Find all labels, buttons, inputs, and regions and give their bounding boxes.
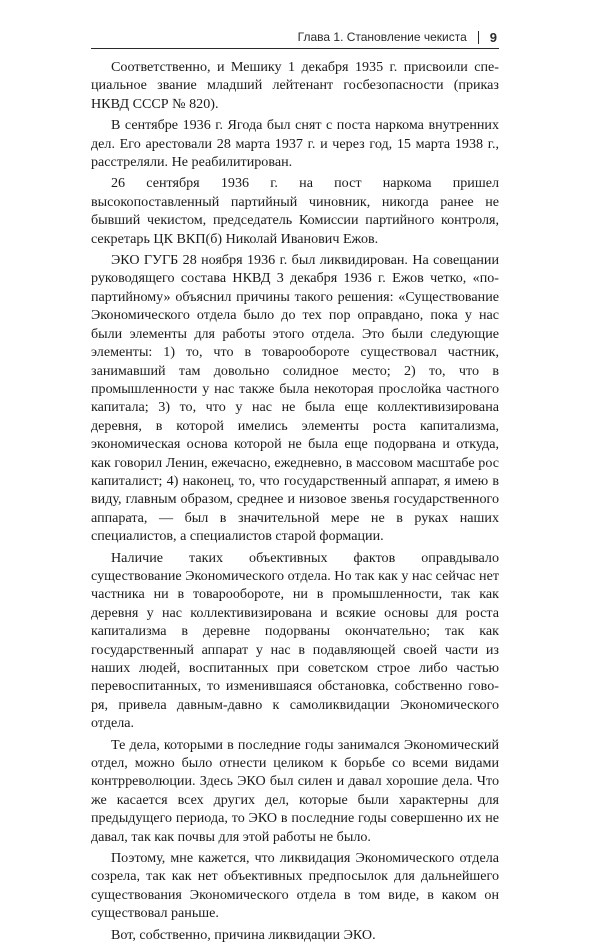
paragraph: Те дела, которыми в последние годы занимался Экономический отдел, можно было отнести целиком к борьбе со всеми видами контрреволюции. Здесь ЭКО был силен и давал хорошие дела. Что же касается всех других дел, которые были характерны для предыдущего периода, то ЭКО в последние годы совершенно их не давал, так как почвы для этой работы не было.	[91, 736, 499, 845]
page-number: 9	[489, 29, 497, 45]
body-text	[91, 58, 499, 944]
paragraph: Соответственно, и Мешику 1 декабря 1935 г. присвоили специальное звание младший лейтенант госбезопасности (приказ НКВД СССР № 820).	[91, 59, 499, 112]
chapter-title: Глава 1. Становление чекиста	[297, 30, 467, 44]
paragraph: В сентябре 1936 г. Ягода был снят с поста наркома внутренних дел. Его арестовали 28 марта 1937 г. и через год, 15 марта 1938 г., расстреляли. Не реабилитирован.	[91, 117, 499, 171]
running-header	[91, 26, 499, 49]
page-content	[91, 26, 499, 947]
paragraph: ЭКО ГУГБ 28 ноября 1936 г. был ликвидирован. На совещании руководящего состава НКВД 3 декабря 1936 г. Ежов четко, «по-партийному» объяснил причины такого решения: «Существование Экономического отдела было до тех пор оправдано, пока у нас были элементы для работы этого отдела. Это были следующие элементы: 1) то, что в товарообороте существовал частник, занимавший там довольно солидное место; 2) то, что в промышленности у нас также была некоторая прослойка частного капитала; 3) то, что у нас не была еще коллективизирована деревня, в которой имелись элементы роста капитализма, экономическая основа которой не была еще подорвана и откуда, как говорил Ленин, ежечасно, ежедневно, в массовом масштабе рос капиталист; 4) наконец, то, что государственный аппарат, я имею в виду, главным образом, среднее и низовое звенья государственного аппарата, — был в значительной мере не в руках наших специалистов, а специалистов старой формации.	[91, 252, 499, 545]
paragraph: Поэтому, мне кажется, что ликвидация Экономического отдела созрела, так как нет объективных предпосылок для дальнейшего существования Экономического отдела в том виде, в каком он существовал раньше.	[91, 850, 499, 922]
paragraph: Вот, собственно, причина ликвидации ЭКО.	[111, 926, 376, 943]
paragraph: 26 сентября 1936 г. на пост наркома пришел высокопоставленный партийный чиновник, никогда ранее не бывший чекистом, председатель Комиссии партийного контроля, секретарь ЦК ВКП(б) Николай Иванович Ежов.	[91, 175, 499, 247]
header-separator	[478, 31, 479, 44]
paragraph: Наличие таких объективных фактов оправдывало существование Экономического отдела. Но так как у нас сейчас нет частника ни в товарообороте, ни в промышленности, так как деревня у нас коллективизирована и всякие основы для роста капитализма в деревне подорваны окончательно; так как государственный аппарат у нас в подавляющей своей части из наших людей, воспитанных при советском строе либо частью перевоспитанных, то изменившаяся обстановка, собственно говоря, привела давным-давно к самоликвидации Экономического отдела.	[91, 549, 499, 732]
